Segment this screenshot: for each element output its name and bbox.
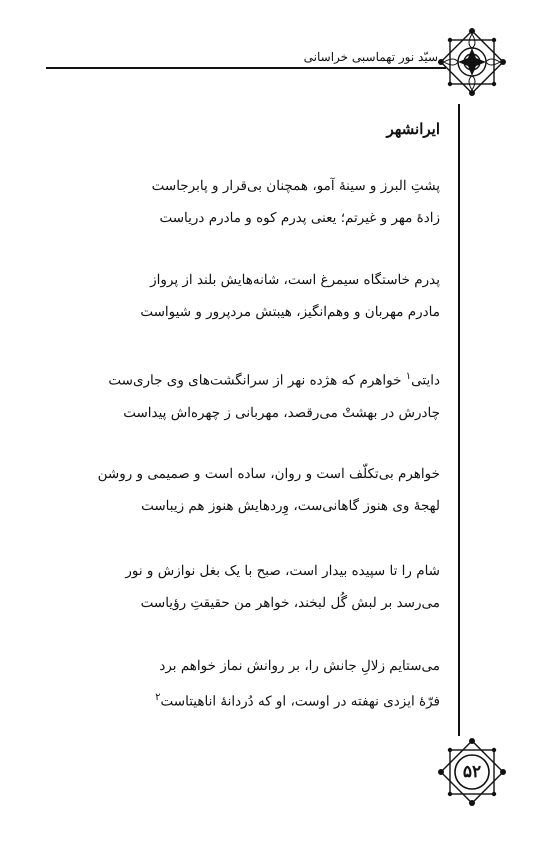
- verse-line: [100, 361, 440, 397]
- verse-segment: خواهرم که هژده نهر از سرانگشت‌های وی جاری‌ست: [108, 372, 406, 389]
- verse-line: پدرم خاستگاه سیمرغ است، شانه‌هایش بلند از پرواز: [150, 272, 440, 288]
- running-header-title: سیّد نور تهماسبی خراسانی: [303, 50, 438, 64]
- footnote-marker: ۱: [405, 371, 412, 382]
- margin-rule: [458, 104, 460, 736]
- stanza: [100, 264, 440, 328]
- stanza: [97, 458, 440, 522]
- verse-line: می‌رسد بر لبش گُل لبخند، خواهر من حقیقتِ رؤیاست: [140, 595, 440, 611]
- verse-line: لهجهٔ وی هنوز گاهانی‌ست، وِردهایش هنوز هم زیباست: [141, 498, 440, 514]
- page-number: ۵۲: [462, 762, 482, 782]
- header-rule: [46, 67, 446, 69]
- stanza: [100, 650, 440, 718]
- stanza: [100, 555, 440, 619]
- verse-line: مادرم مهربان و وهم‌انگیز، هیبتش مردپرور و شیواست: [140, 304, 440, 320]
- verse-line: می‌ستایم زلالِ جانش را، بر روانش نماز خواهم برد: [159, 658, 440, 674]
- poem-title: ایرانشهر: [386, 120, 440, 138]
- verse-line: خواهرم بی‌تکلّف است و روان، ساده است و صمیمی و روشن: [97, 466, 440, 482]
- arabesque-ornament-icon: [438, 28, 506, 96]
- verse-segment: دایتی: [411, 372, 440, 389]
- verse-line: چادرش در بهشتْ می‌رقصد، مهربانی ز چهره‌اش پیداست: [123, 404, 440, 421]
- verse-line: پشتِ البرز و سینهٔ آمو، همچنان بی‌قرار و پابرجاست: [151, 178, 440, 194]
- verse-line: شام را تا سپیده بیدار است، صبح با یک بغل نوازش و نور: [125, 563, 440, 579]
- verse-line: زادهٔ مهر و غیرتم؛ یعنی پدرم کوه و مادرم دریاست: [159, 210, 440, 226]
- stanza: [100, 361, 440, 429]
- footnote-marker: ۲: [155, 692, 161, 703]
- verse-line: [100, 682, 440, 718]
- verse-segment: فرّهٔ ایزدی نهفته در اوست، او که دُردانهٔ اناهیتاست: [160, 693, 440, 710]
- stanza: [100, 170, 440, 234]
